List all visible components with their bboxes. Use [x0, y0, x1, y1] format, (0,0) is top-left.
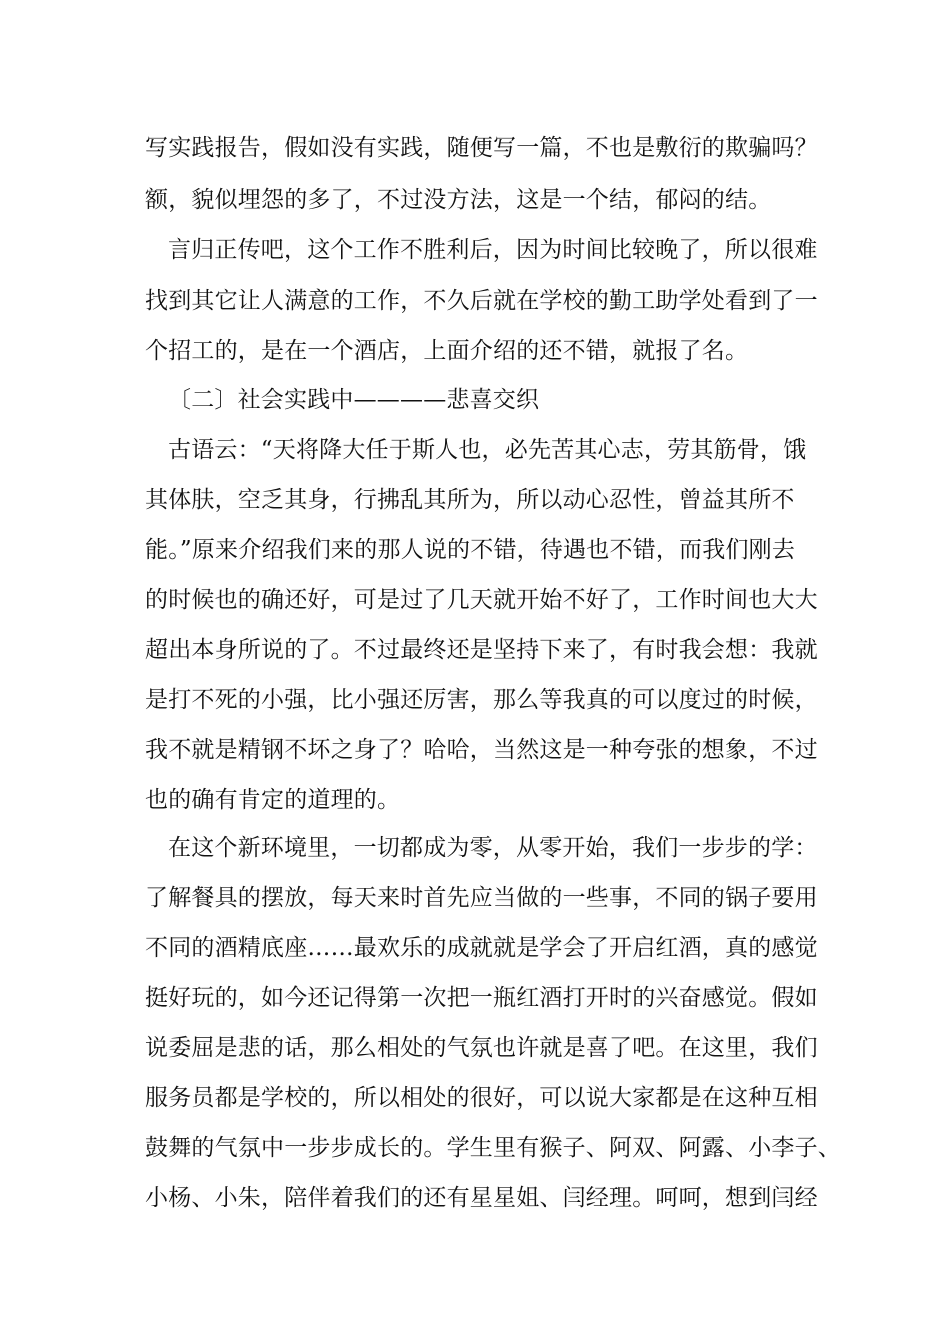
body-text-line: 超出本身所说的了。不过最终还是坚持下来了，有时我会想：我就: [145, 637, 818, 663]
body-text-line: 小杨、小朱，陪伴着我们的还有星星姐、闫经理。呵呵，想到闫经: [145, 1185, 818, 1211]
paragraph-start-line: 言归正传吧，这个工作不胜利后，因为时间比较晚了，所以很难: [168, 237, 818, 263]
body-text-line: 额，貌似埋怨的多了，不过没方法，这是一个结，郁闷的结。: [145, 187, 772, 213]
paragraph-start-line: 在这个新环境里，一切都成为零，从零开始，我们一步步的学：: [168, 835, 818, 861]
body-text-line: 不同的酒精底座……最欢乐的成就就是学会了开启红酒，真的感觉: [145, 935, 818, 961]
body-text-line: 服务员都是学校的，所以相处的很好，可以说大家都是在这种互相: [145, 1085, 818, 1111]
body-text-line: 写实践报告，假如没有实践，随便写一篇，不也是敷衍的欺骗吗？: [145, 135, 818, 161]
paragraph-start-line: 古语云：“天将降大任于斯人也，必先苦其心志，劳其筋骨，饿: [168, 437, 807, 463]
body-text-line: 其体肤，空乏其身，行拂乱其所为，所以动心忍性，曾益其所不: [145, 487, 795, 513]
body-text-line: 说委屈是悲的话，那么相处的气氛也许就是喜了吧。在这里，我们: [145, 1035, 818, 1061]
body-text-line: 找到其它让人满意的工作，不久后就在学校的勤工助学处看到了一: [145, 288, 818, 314]
body-text-line: 能。”原来介绍我们来的那人说的不错，待遇也不错，而我们刚去: [145, 537, 796, 563]
body-text-line: 是打不死的小强，比小强还厉害，那么等我真的可以度过的时候，: [145, 687, 818, 713]
body-text-line: 我不就是精钢不坏之身了？哈哈，当然这是一种夸张的想象，不过: [145, 737, 818, 763]
body-text-line: 个招工的，是在一个酒店，上面介绍的还不错，就报了名。: [145, 338, 749, 364]
body-text-line: 鼓舞的气氛中一步步成长的。学生里有猴子、阿双、阿露、小李子、: [145, 1135, 841, 1161]
body-text-line: 的时候也的确还好，可是过了几天就开始不好了，工作时间也大大: [145, 587, 818, 613]
body-text-line: 了解餐具的摆放，每天来时首先应当做的一些事，不同的锅子要用: [145, 885, 818, 911]
section-heading: 〔二〕社会实践中————悲喜交织: [168, 387, 540, 413]
body-text-line: 挺好玩的，如今还记得第一次把一瓶红酒打开时的兴奋感觉。假如: [145, 985, 818, 1011]
body-text-line: 也的确有肯定的道理的。: [145, 787, 401, 813]
